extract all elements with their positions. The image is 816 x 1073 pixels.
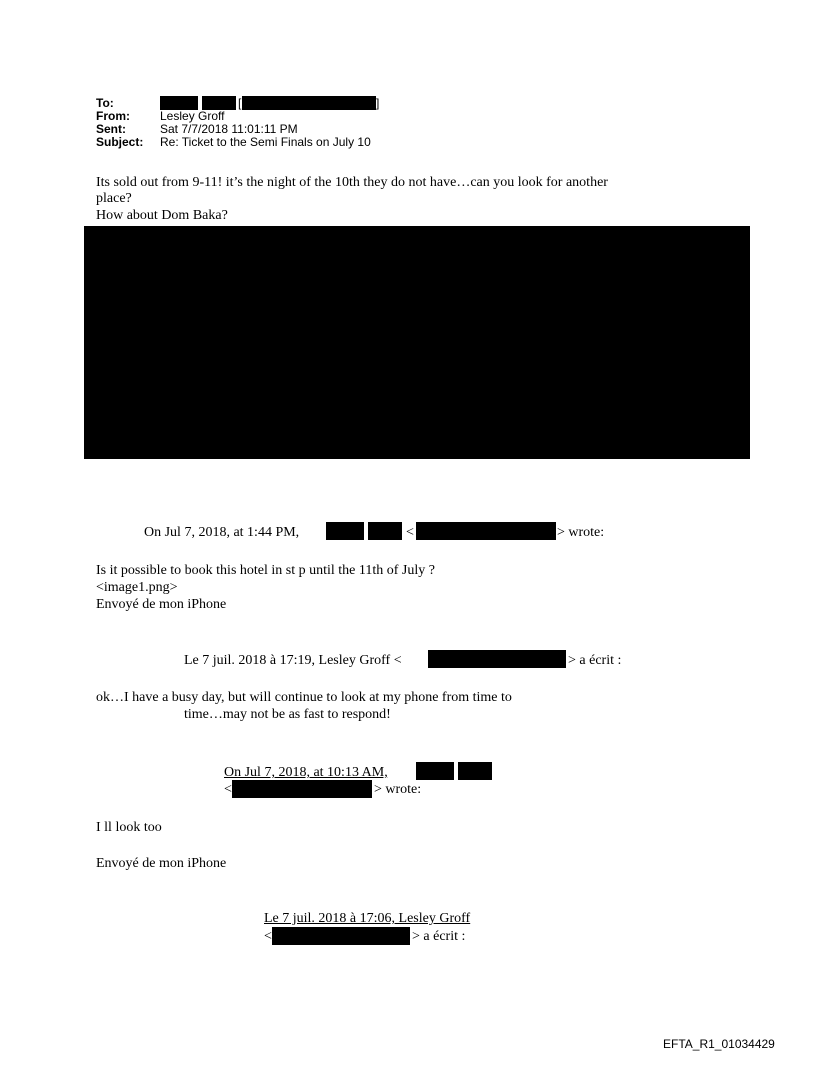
quote1-line-3: Envoyé de mon iPhone xyxy=(96,597,227,612)
redaction-q4 xyxy=(272,927,410,945)
to-bracket-close: ] xyxy=(376,96,380,110)
to-label: To: xyxy=(96,96,114,110)
redaction-q2 xyxy=(428,650,566,668)
quote2-line-2: time…may not be as fast to respond! xyxy=(184,707,391,722)
quote1-line-2: <image1.png> xyxy=(96,580,178,595)
quote1-header: On Jul 7, 2018, at 1:44 PM, xyxy=(144,525,300,540)
body-line-1: Its sold out from 9-11! it’s the night of the 10th they do not have…can you look for another xyxy=(96,175,608,190)
body-line-2: place? xyxy=(96,191,132,206)
redaction-q1-1 xyxy=(326,522,364,540)
sent-value: Sat 7/7/2018 11:01:11 PM xyxy=(160,122,298,136)
redaction-to-3 xyxy=(242,96,376,110)
quote4-lt: < xyxy=(264,929,272,944)
quote3-line-1: I ll look too xyxy=(96,820,162,835)
redaction-to-1 xyxy=(160,96,198,110)
body-line-3: How about Dom Baka? xyxy=(96,208,228,223)
redaction-to-2 xyxy=(202,96,236,110)
quote1-line-1: Is it possible to book this hotel in st p until the 11th of July ? xyxy=(96,563,435,578)
redaction-q1-2 xyxy=(368,522,402,540)
quote1-lt: < xyxy=(406,525,414,540)
sent-label: Sent: xyxy=(96,122,126,136)
document-id: EFTA_R1_01034429 xyxy=(663,1037,775,1051)
to-bracket-open: [ xyxy=(238,96,242,110)
large-redaction-block xyxy=(84,226,750,459)
redaction-q1-3 xyxy=(416,522,556,540)
quote4-header: Le 7 juil. 2018 à 17:06, Lesley Groff xyxy=(264,911,471,926)
quote3-lt: < xyxy=(224,782,232,797)
quote1-wrote: > wrote: xyxy=(557,525,605,540)
redaction-q3-1 xyxy=(416,762,454,780)
from-label: From: xyxy=(96,109,130,123)
redaction-q3-2 xyxy=(458,762,492,780)
quote3-header: On Jul 7, 2018, at 10:13 AM, xyxy=(224,765,388,780)
subject-value: Re: Ticket to the Semi Finals on July 10 xyxy=(160,135,371,149)
quote3-wrote: > wrote: xyxy=(374,782,422,797)
subject-label: Subject: xyxy=(96,135,144,149)
redaction-q3-3 xyxy=(232,780,372,798)
quote4-wrote: > a écrit : xyxy=(412,929,466,944)
quote2-wrote: > a écrit : xyxy=(568,653,622,668)
quote3-line-2: Envoyé de mon iPhone xyxy=(96,856,227,871)
quote2-header: Le 7 juil. 2018 à 17:19, Lesley Groff < xyxy=(184,653,402,668)
quote2-line-1: ok…I have a busy day, but will continue to look at my phone from time to xyxy=(96,690,512,705)
from-value: Lesley Groff xyxy=(160,109,225,123)
